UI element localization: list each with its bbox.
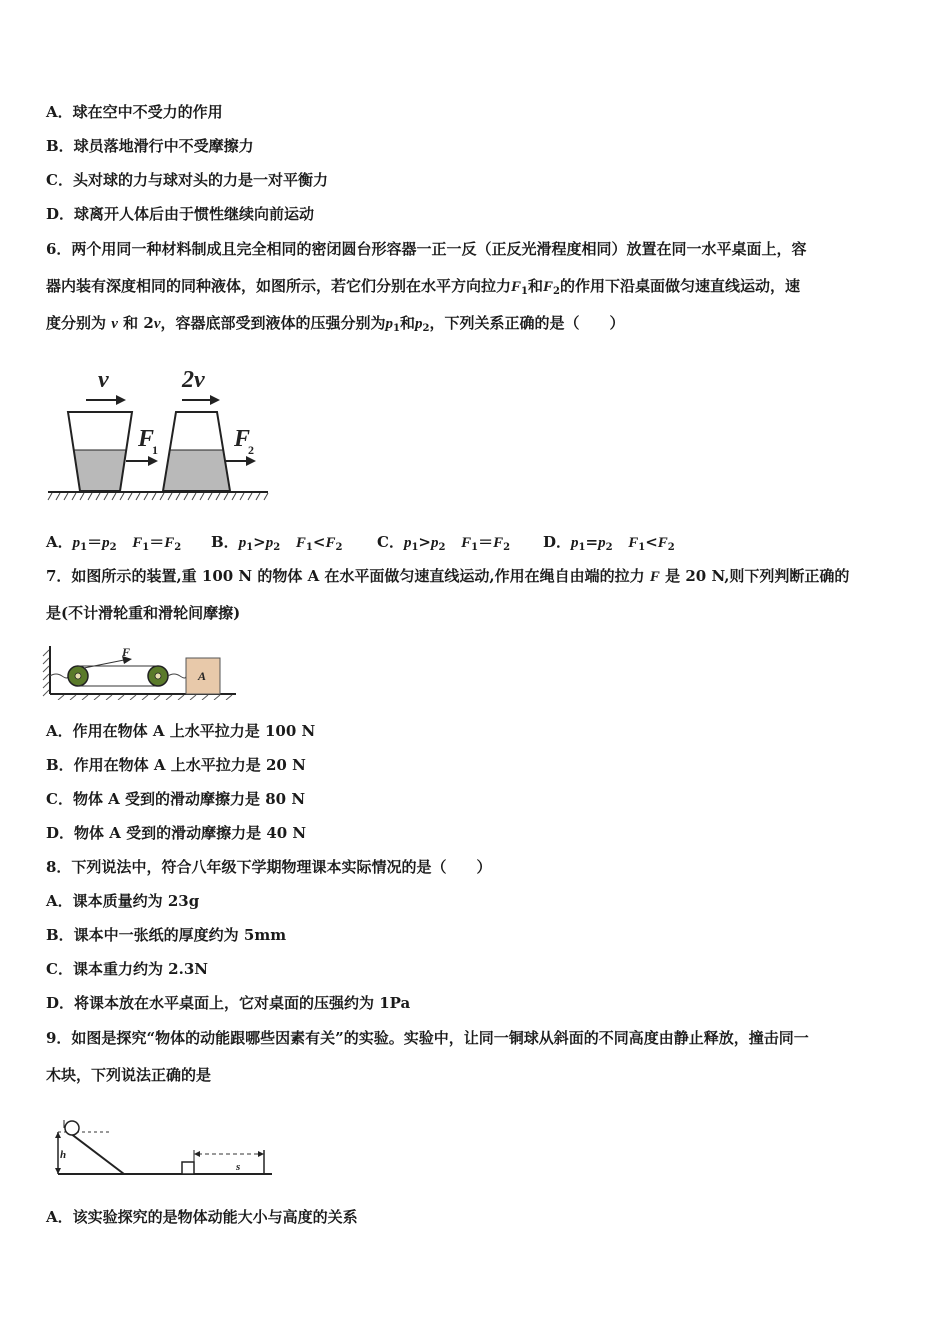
- q8-option-a: A．课本质量约为 23g: [46, 892, 200, 910]
- q6-stem-line2: 器内装有深度相同的同种液体，如图所示，若它们分别在水平方向拉力$F_1$和$F_2$的作用下沿桌面做匀速直线运动，速: [46, 277, 801, 297]
- q7-label-a: A: [198, 669, 207, 683]
- q5-option-a: A．球在空中不受力的作用: [46, 103, 223, 121]
- q6-label-f2-sub: 2: [248, 443, 254, 457]
- q7-option-d: D．物体 A 受到的滑动摩擦力是 40 N: [46, 824, 307, 842]
- q9-label-s: s: [236, 1161, 241, 1173]
- q6-option-d: D．$p_1=p_2$ $F_1<F_2$: [543, 533, 675, 553]
- q6-option-a: A．$p_1=p_2$ $F_1=F_2$: [46, 533, 182, 553]
- q6-options: [46, 532, 675, 553]
- q6-label-f1-sub: 1: [152, 443, 158, 457]
- q6-label-f1: F: [138, 426, 155, 452]
- q6-velocity-arrow-1: [116, 395, 126, 405]
- q7-option-b: B．作用在物体 A 上水平拉力是 20 N: [46, 756, 306, 774]
- q7-option-a: A．作用在物体 A 上水平拉力是 100 N: [46, 722, 316, 740]
- q8-option-b: B．课本中一张纸的厚度约为 5mm: [46, 926, 287, 944]
- q9-block: [182, 1162, 194, 1174]
- q6-label-f2: F: [234, 426, 251, 452]
- q8-option-d: D．将课本放在水平桌面上，它对桌面的压强约为 1Pa: [46, 994, 411, 1012]
- q9-label-h: h: [60, 1149, 67, 1161]
- q9-stem-line1: 9．如图是探究“物体的动能跟哪些因素有关”的实验。实验中，让同一铜球从斜面的不同高度由静止释放，撞击同一: [46, 1029, 809, 1047]
- q6-label-v: v: [98, 367, 109, 393]
- q6-velocity-arrow-2: [210, 395, 220, 405]
- q8-option-c: C．课本重力约为 2.3N: [46, 960, 208, 978]
- q6-container-1-liquid: [74, 450, 126, 491]
- q6-container-2-liquid: [163, 450, 230, 491]
- q5-option-c: C．头对球的力与球对头的力是一对平衡力: [46, 171, 328, 189]
- q6-stem-line1: 6．两个用同一种材料制成且完全相同的密闭圆台形容器一正一反（正反光滑程度相同）放置在同一水平桌面上，容: [46, 240, 807, 258]
- q9-ball: [65, 1121, 79, 1135]
- q7-stem-line1: 7．如图所示的装置,重 100 N 的物体 A 在水平面做匀速直线运动,作用在绳自由端的拉力 F 是 20 N,则下列判断正确的: [46, 567, 850, 585]
- q6-force-arrow-2: [246, 456, 256, 466]
- q5-option-b: B．球员落地滑行中不受摩擦力: [46, 137, 254, 155]
- q6-option-c: C．$p_1>p_2$ $F_1=F_2$: [377, 533, 511, 553]
- q9-option-a: A．该实验探究的是物体动能大小与高度的关系: [46, 1208, 358, 1226]
- q6-label-2v: 2v: [182, 367, 205, 393]
- q6-figure: [46, 358, 272, 506]
- q9-figure: [50, 1116, 276, 1178]
- q7-label-f: F: [122, 645, 131, 659]
- q6-force-arrow-1: [148, 456, 158, 466]
- q8-stem: 8．下列说法中，符合八年级下学期物理课本实际情况的是（ ）: [46, 858, 492, 876]
- q7-figure: [40, 644, 240, 700]
- q7-stem-line2: 是(不计滑轮重和滑轮间摩擦): [46, 604, 241, 622]
- q7-option-c: C．物体 A 受到的滑动摩擦力是 80 N: [46, 790, 306, 808]
- q9-stem-line2: 木块，下列说法正确的是: [46, 1066, 212, 1084]
- q6-option-b: B．$p_1>p_2$ $F_1<F_2$: [211, 533, 343, 553]
- q6-stem-line3: 度分别为 v 和 2v，容器底部受到液体的压强分别为$p_1$和$p_2$，下列关系正确的是（ ）: [46, 314, 625, 334]
- q5-option-d: D．球离开人体后由于惯性继续向前运动: [46, 205, 315, 223]
